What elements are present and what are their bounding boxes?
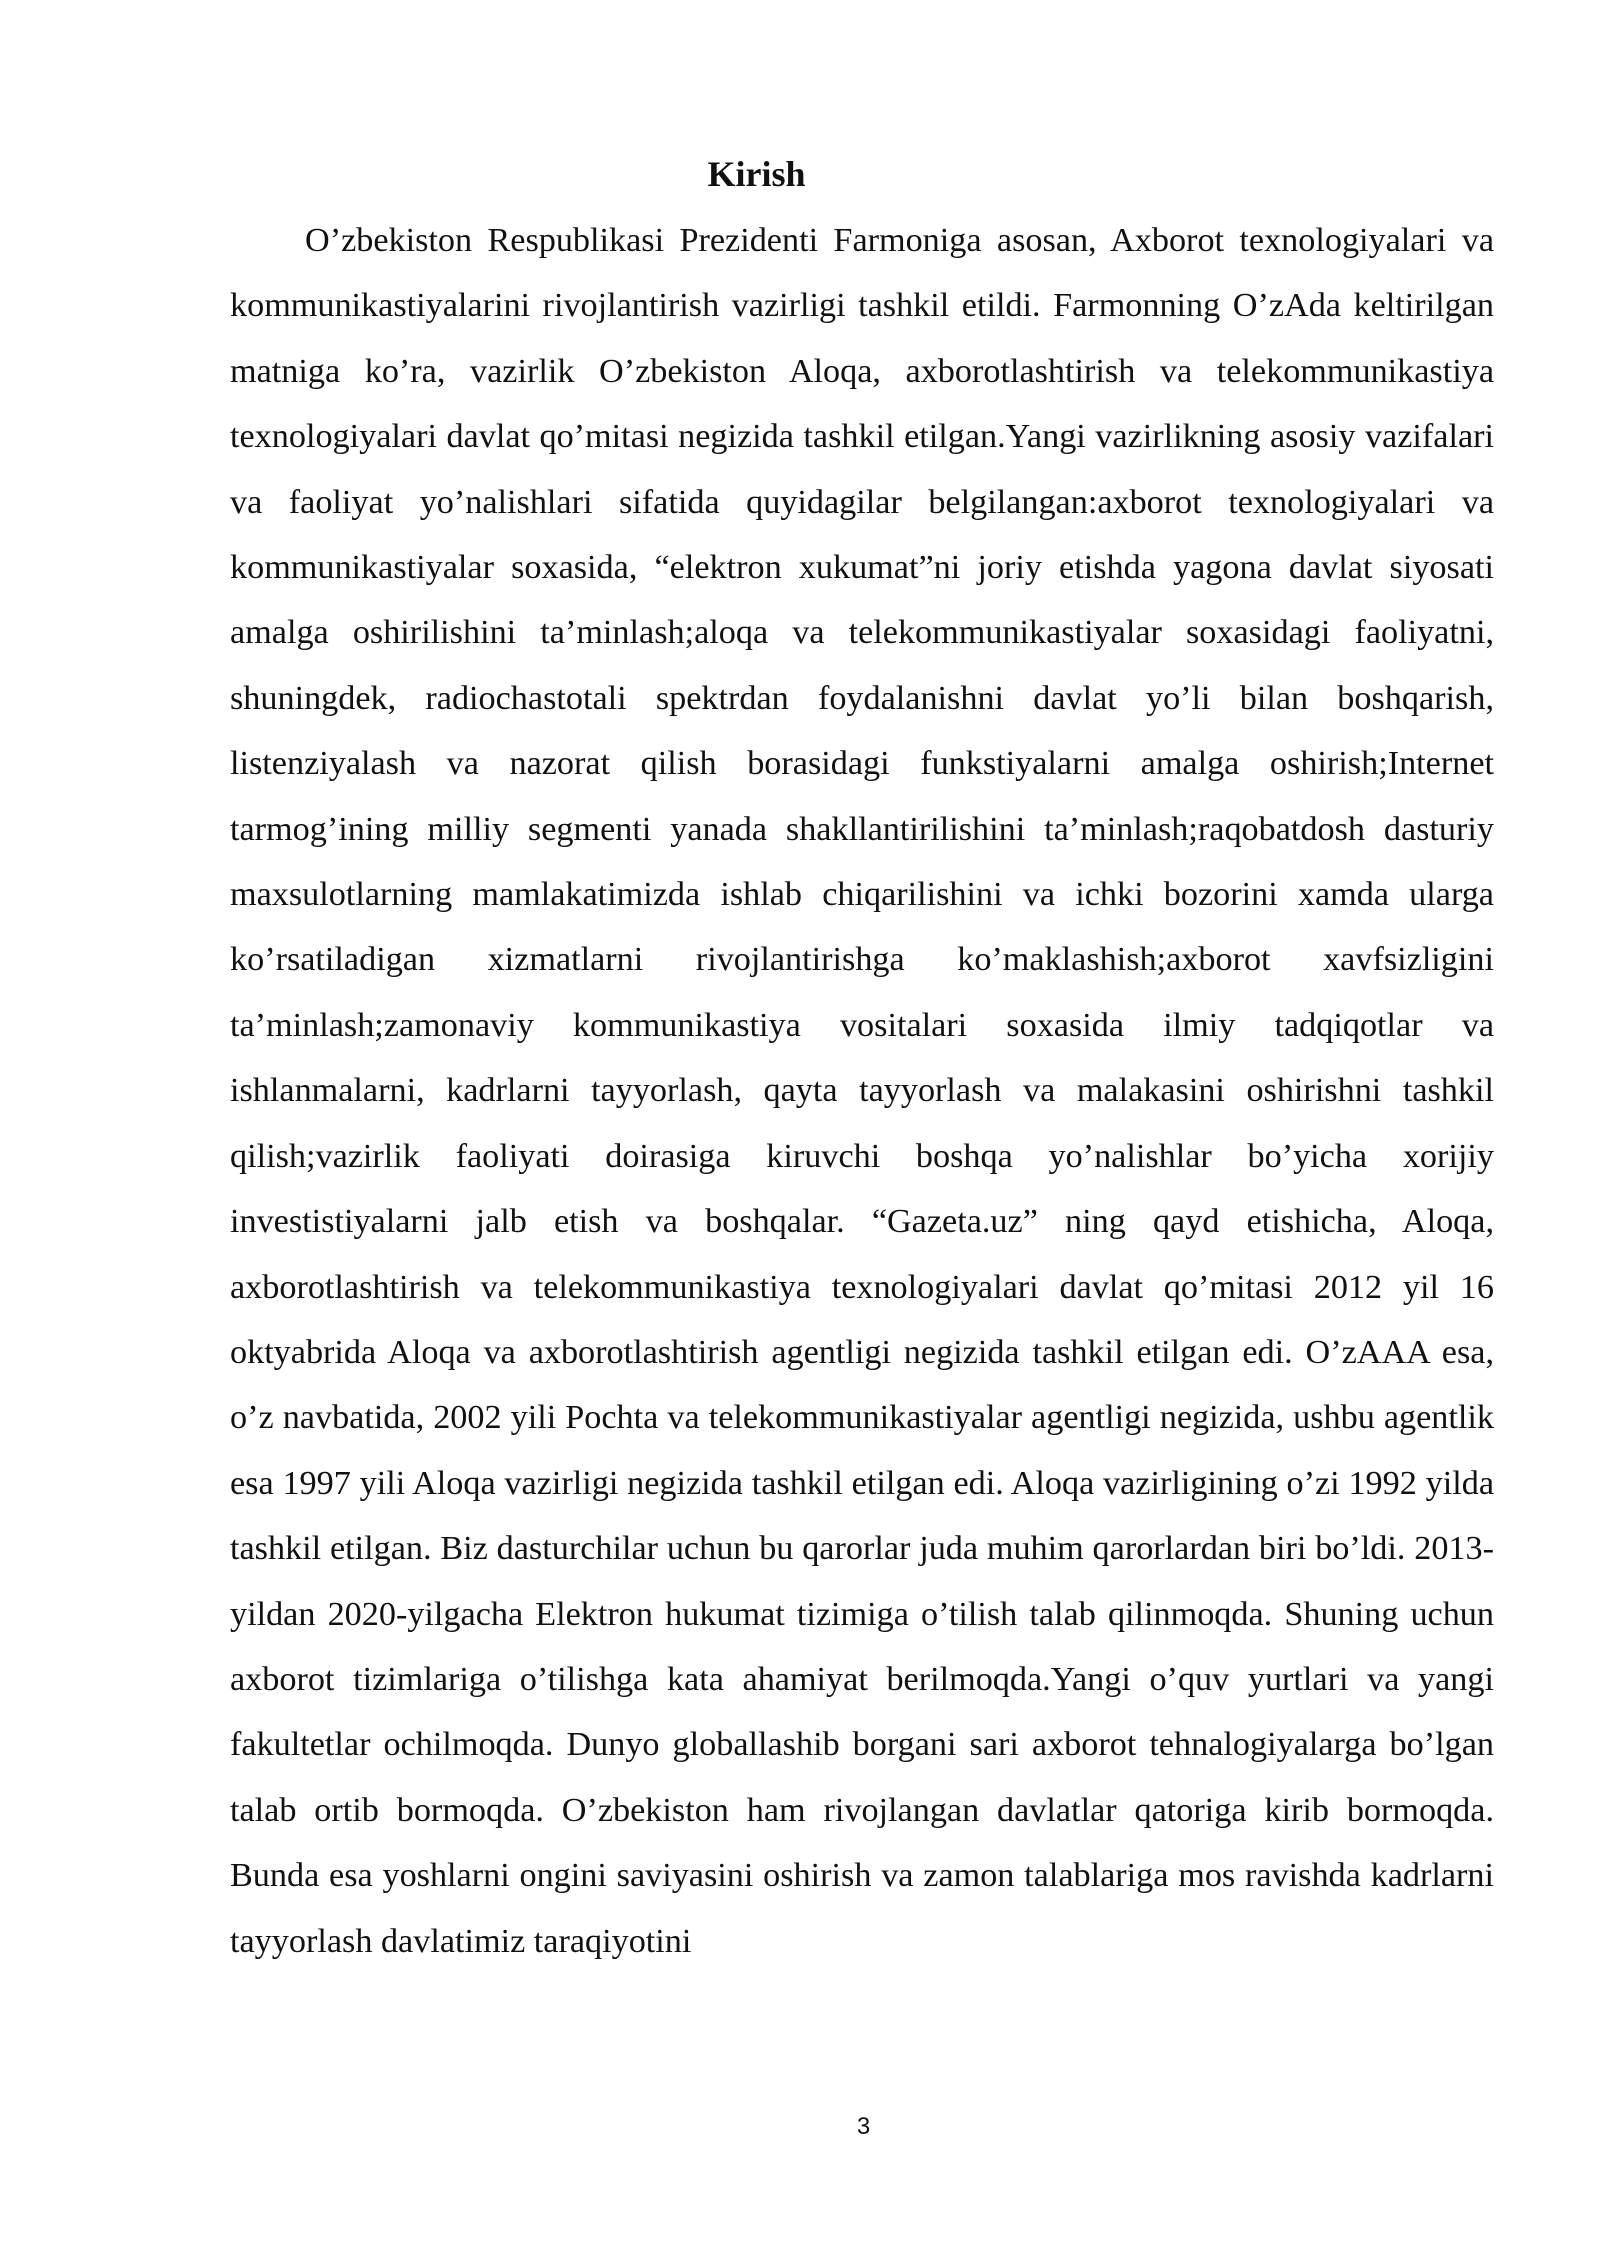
- page-number: 3: [856, 2113, 871, 2140]
- body-paragraph: O’zbekiston Respublikasi Prezidenti Farmoniga asosan, Axborot texnologiyalari va kommunikastiyalarini rivojlantirish vazirligi tashkil etildi. Farmonning O’zAda keltirilgan matniga ko’ra, vazirlik O’zbekiston Aloqa, axborotlashtirish va telekommunikastiya texnologiyalari davlat qo’mitasi negizida tashkil etilgan.Yangi vazirlikning asosiy vazifalari va faoliyat yo’nalishlari sifatida quyidagilar belgilangan:axborot texnologiyalari va kommunikastiyalar soxasida, “elektron xukumat”ni joriy etishda yagona davlat siyosati amalga oshirilishini ta’minlash;aloqa va telekommunikastiyalar soxasidagi faoliyatni, shuningdek, radiochastotali spektrdan foydalanishni davlat yo’li bilan boshqarish, listenziyalash va nazorat qilish borasidagi funkstiyalarni amalga oshirish;Internet tarmog’ining milliy segmenti yanada shakllantirilishini ta’minlash;raqobatdosh dasturiy maxsulotlarning mamlakatimizda ishlab chiqarilishini va ichki bozorini xamda ularga ko’rsatiladigan xizmatlarni rivojlantirishga ko’maklashish;axborot xavfsizligini ta’minlash;zamonaviy kommunikastiya vositalari soxasida ilmiy tadqiqotlar va ishlanmalarni, kadrlarni tayyorlash, qayta tayyorlash va malakasini oshirishni tashkil qilish;vazirlik faoliyati doirasiga kiruvchi boshqa yo’nalishlar bo’yicha xorijiy investistiyalarni jalb etish va boshqalar. “Gazeta.uz” ning qayd etishicha, Aloqa, axborotlashtirish va telekommunikastiya texnologiyalari davlat qo’mitasi 2012 yil 16 oktyabrida Aloqa va axborotlashtirish agentligi negizida tashkil etilgan edi. O’zAAA esa, o’z navbatida, 2002 yili Pochta va telekommunikastiyalar agentligi negizida, ushbu agentlik esa 1997 yili Aloqa vazirligi negizida tashkil etilgan edi. Aloqa vazirligining o’zi 1992 yilda tashkil etilgan. Biz dasturchilar uchun bu qarorlar juda muhim qarorlardan biri bo’ldi. 2013-yildan 2020-yilgacha Elektron hukumat tizimiga o’tilish talab qilinmoqda. Shuning uchun axborot tizimlariga o’tilishga kata ahamiyat berilmoqda.Yangi o’quv yurtlari va yangi fakultetlar ochilmoqda. Dunyo globallashib borgani sari axborot tehnalogiyalarga bo’lgan talab ortib bormoqda. O’zbekiston ham rivojlangan davlatlar qatoriga kirib bormoqda. Bunda esa yoshlarni ongini saviyasini oshirish va zamon talablariga mos ravishda kadrlarni tayyorlash davlatimiz taraqiyotini: [230, 222, 1494, 1960]
- section-heading: Kirish: [707, 154, 806, 194]
